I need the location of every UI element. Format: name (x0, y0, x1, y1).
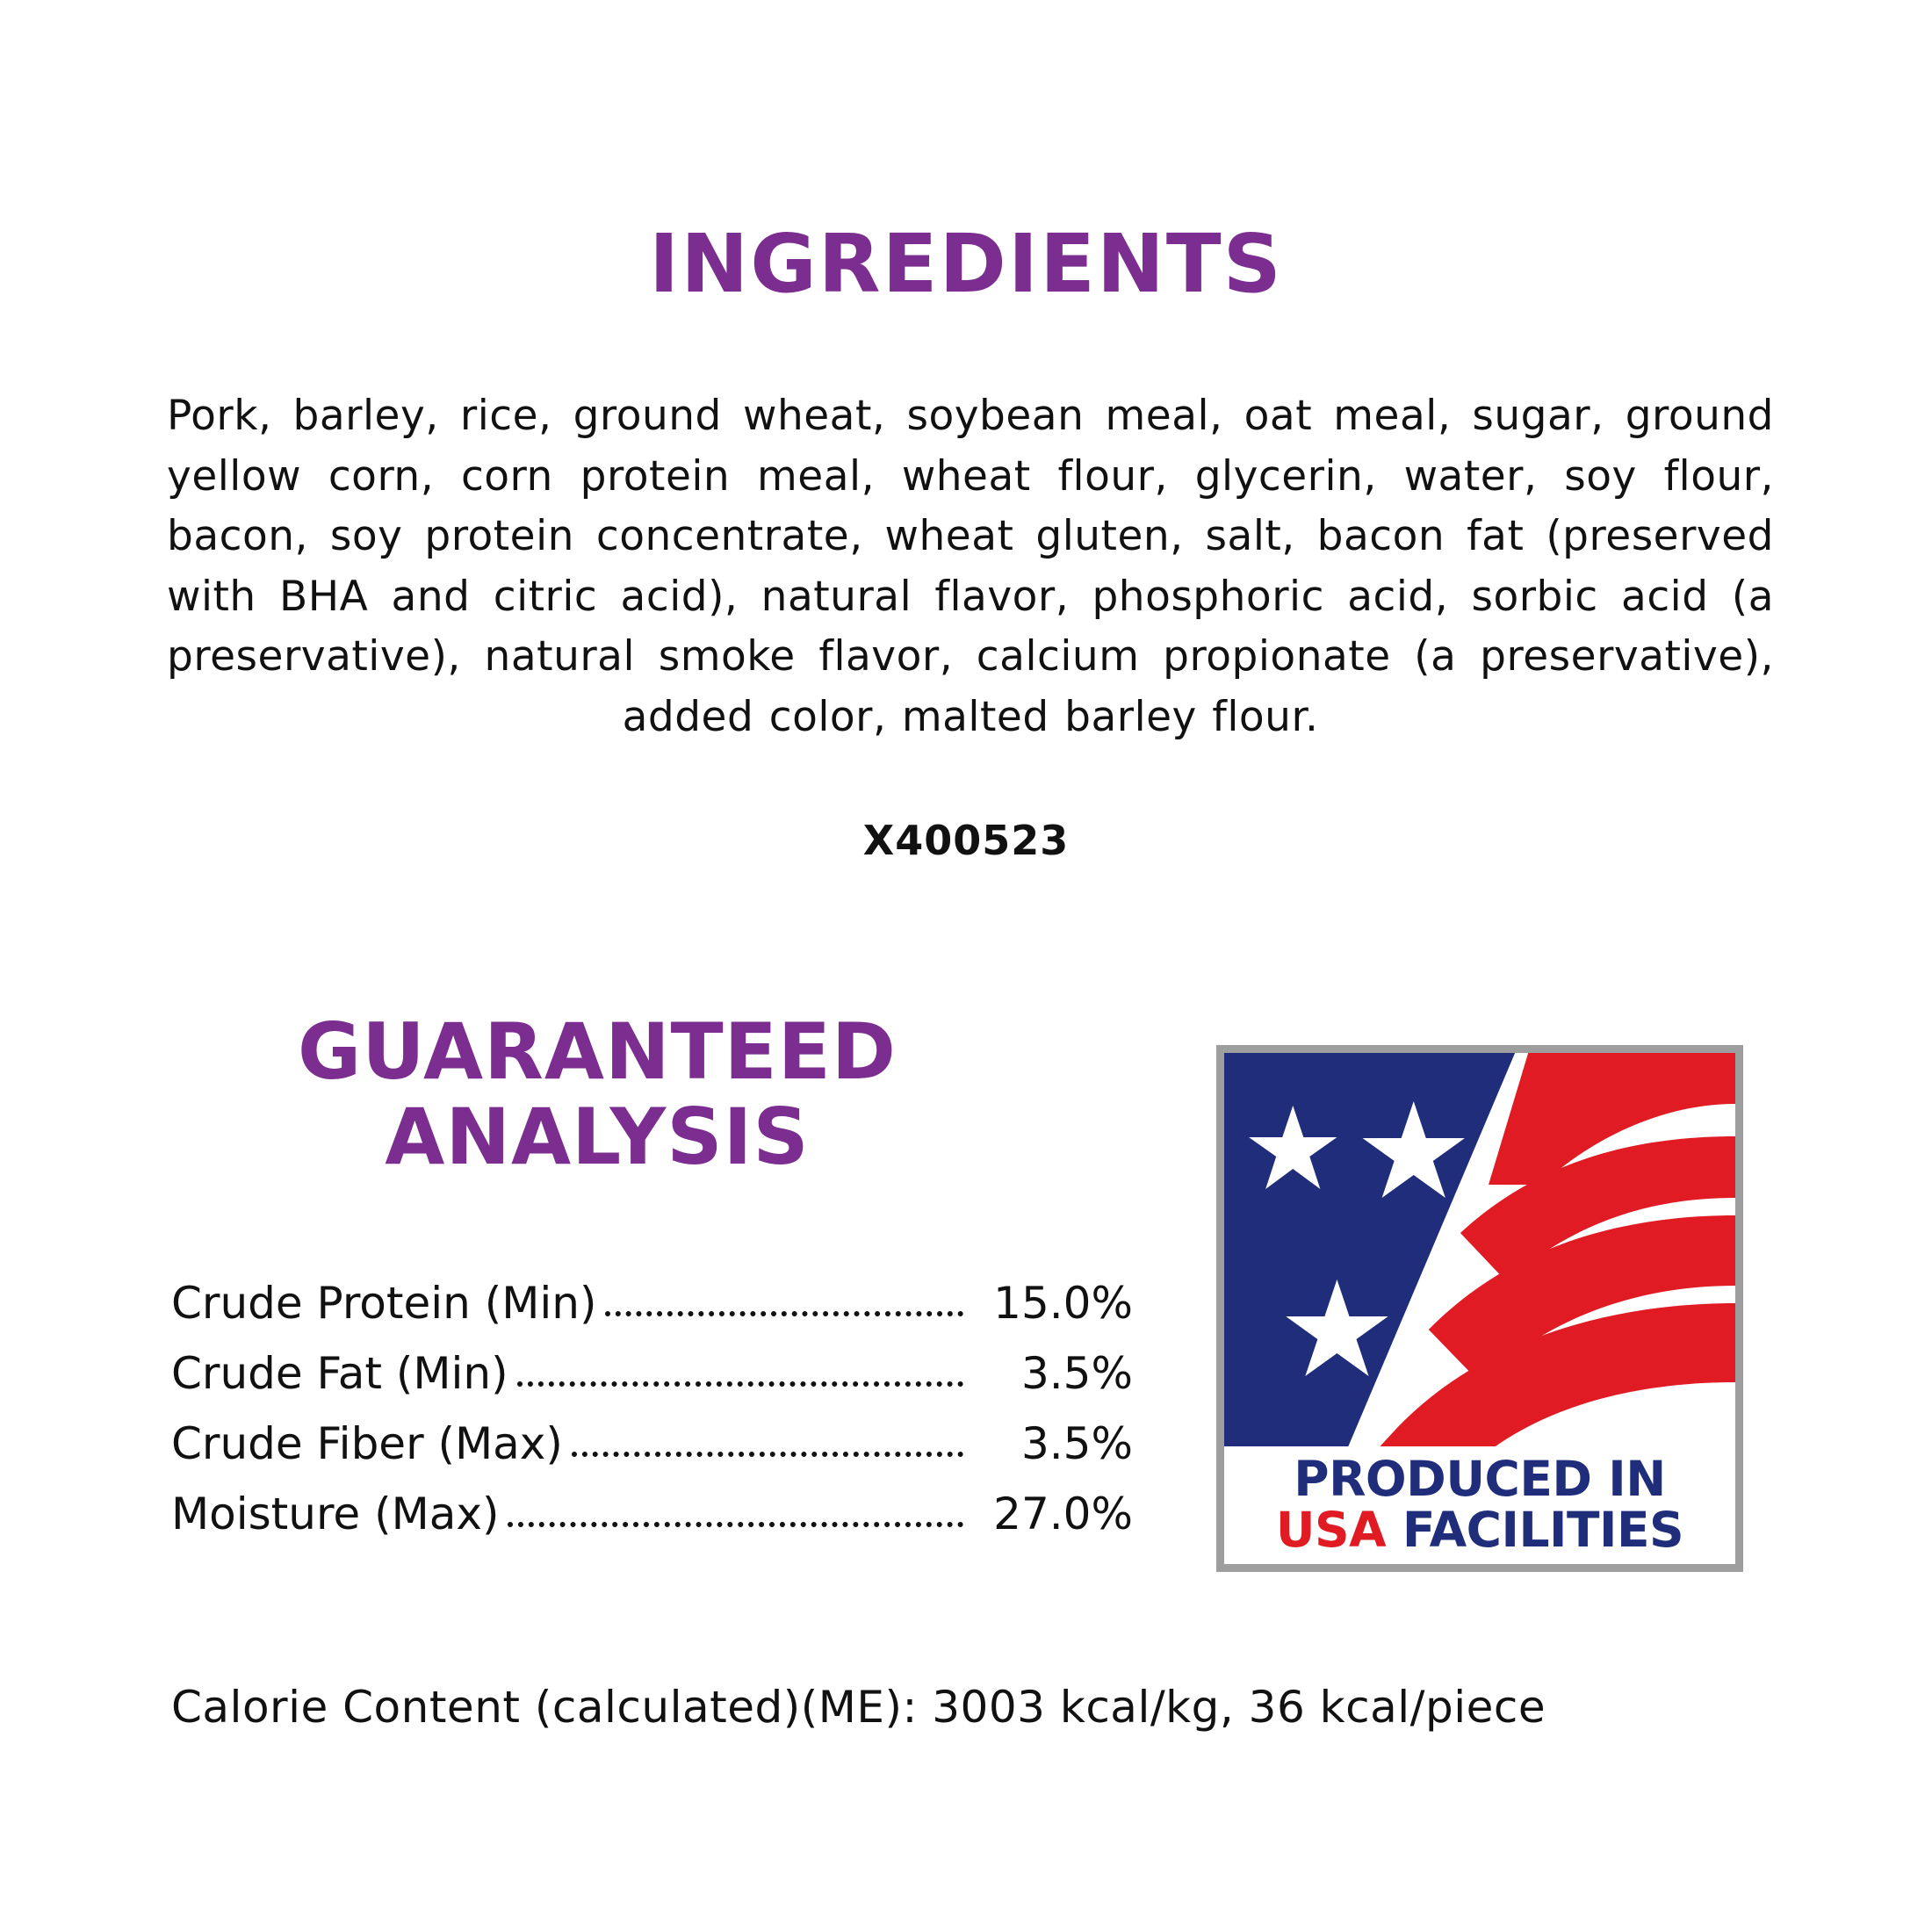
guaranteed-analysis-heading-line2: ANALYSIS (385, 1091, 810, 1182)
calorie-content-statement: Calorie Content (calculated)(ME): 3003 kcal/kg, 36 kcal/piece (171, 1682, 1546, 1733)
leader-dots (605, 1310, 963, 1316)
ga-value: 15.0% (993, 1278, 1133, 1329)
ga-value: 3.5% (1020, 1418, 1133, 1469)
guaranteed-analysis-table (171, 1278, 1133, 1559)
table-row (171, 1418, 1133, 1469)
usa-badge-line2 (1275, 1502, 1684, 1558)
ga-label: Moisture (Max) (171, 1489, 500, 1539)
usa-badge-facilities-text: FACILITIES (1386, 1502, 1684, 1558)
usa-badge-usa-text: USA (1275, 1502, 1387, 1558)
ingredients-heading: INGREDIENTS (649, 217, 1283, 311)
ga-label: Crude Fat (Min) (171, 1348, 508, 1399)
ga-label: Crude Fiber (Max) (171, 1418, 563, 1469)
table-row (171, 1278, 1133, 1329)
usa-badge-caption (1224, 1446, 1735, 1564)
guaranteed-analysis-heading-line1: GUARANTEED (298, 1006, 897, 1097)
leader-dots (508, 1521, 963, 1527)
produced-in-usa-badge (1216, 1045, 1743, 1572)
ga-value: 27.0% (993, 1489, 1133, 1539)
leader-dots (572, 1451, 963, 1457)
table-row (171, 1489, 1133, 1539)
ingredients-code: X400523 (862, 817, 1070, 864)
usa-flag-icon (1224, 1053, 1735, 1448)
ingredients-text: Pork, barley, rice, ground wheat, soybean meal, oat meal, sugar, ground yellow corn, corn protein meal, wheat flour, glycerin, water, soy flour, bacon, soy protein concentrate, wheat gluten, salt, bacon fat (preserved with BHA and citric acid), natural flavor, phosphoric acid, sorbic acid (a preservative), natural smoke flavor, calcium propionate (a preservative), added color, malted barley flour. (167, 392, 1774, 742)
table-row (171, 1348, 1133, 1399)
leader-dots (517, 1381, 963, 1387)
usa-badge-line1: PRODUCED IN (1294, 1451, 1666, 1508)
ga-value: 3.5% (1020, 1348, 1133, 1399)
guaranteed-analysis-heading (158, 1006, 1036, 1182)
ga-label: Crude Protein (Min) (171, 1278, 597, 1329)
